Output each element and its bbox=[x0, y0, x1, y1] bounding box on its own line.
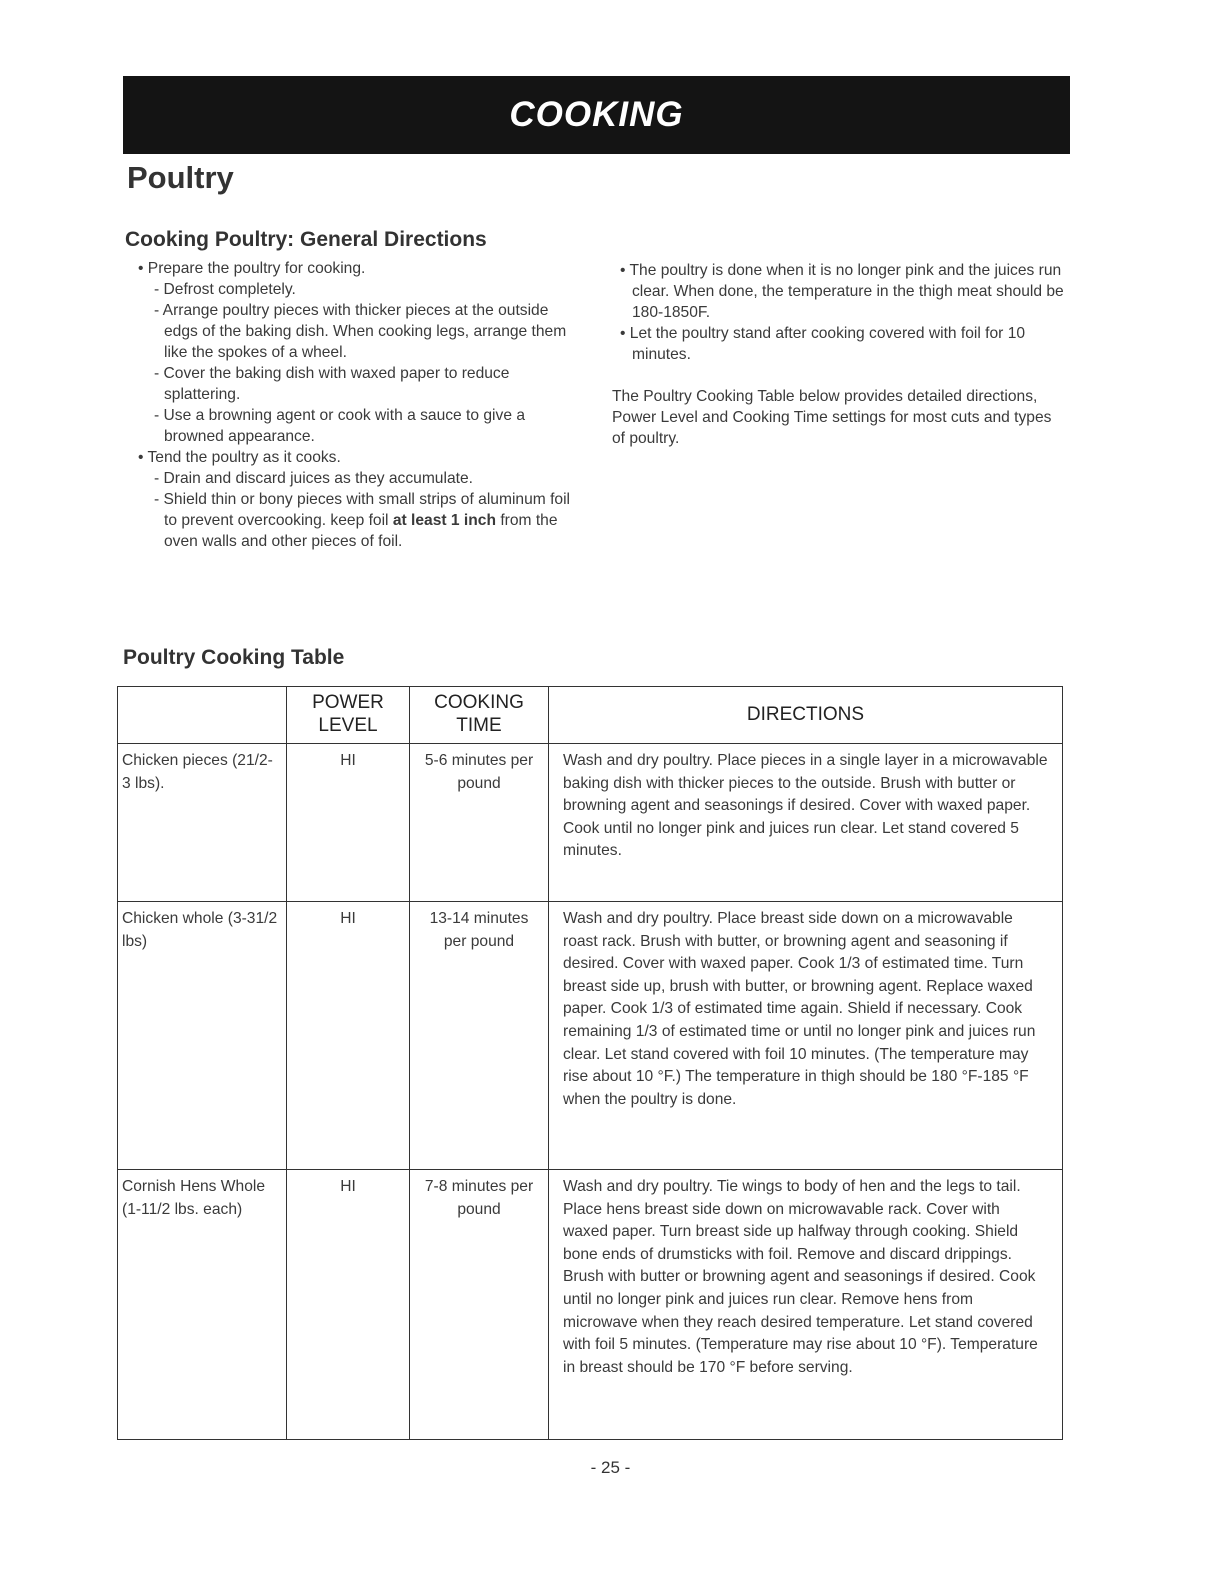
bullet-done: • The poultry is done when it is no longer pink and the juices run clear. When done, the temperature in the thigh meat should be 180-1850F. bbox=[620, 262, 1064, 321]
tend-item-text: from the oven walls and other pieces of foil. bbox=[164, 512, 558, 550]
emphasis-distance: at least 1 inch bbox=[392, 512, 496, 529]
cell-time: 13-14 minutes per pound bbox=[410, 902, 549, 1170]
cell-item: Chicken pieces (21/2-3 lbs). bbox=[118, 744, 287, 902]
section-title: Poultry bbox=[127, 160, 234, 195]
prep-item: - Defrost completely. bbox=[154, 281, 296, 298]
tend-item-shield bbox=[130, 489, 582, 552]
cell-power: HI bbox=[287, 1170, 410, 1440]
cell-time: 7-8 minutes per pound bbox=[410, 1170, 549, 1440]
page-number: - 25 - bbox=[590, 1458, 631, 1477]
table-row bbox=[118, 902, 1063, 1170]
general-directions-right bbox=[612, 260, 1067, 449]
bullet-prepare: • Prepare the poultry for cooking. bbox=[138, 260, 366, 277]
bullet-tend: • Tend the poultry as it cooks. bbox=[138, 449, 341, 466]
header-directions: DIRECTIONS bbox=[549, 687, 1063, 744]
cooking-banner bbox=[123, 76, 1070, 154]
table-row bbox=[118, 1170, 1063, 1440]
cell-item: Cornish Hens Whole (1-11/2 lbs. each) bbox=[118, 1170, 287, 1440]
bullet-stand: • Let the poultry stand after cooking covered with foil for 10 minutes. bbox=[620, 325, 1026, 363]
prep-item: - Use a browning agent or cook with a sauce to give a browned appearance. bbox=[154, 407, 525, 445]
table-header-row bbox=[118, 687, 1063, 744]
cell-directions: Wash and dry poultry. Place breast side down on a microwavable roast rack. Brush with butter, or browning agent and seasoning if desired. Cover with waxed paper. Cook 1/3 of estimated time. Turn breast side up, brush with butter, or browning agent. Replace waxed paper. Cook 1/3 of estimated time again. Shield if necessary. Cook remaining 1/3 of estimated time or until no longer pink and juices run clear. Let stand covered with foil 10 minutes. (The temperature may rise about 10 °F.) The temperature in thigh should be 180 °F-185 °F when the poultry is done. bbox=[549, 902, 1063, 1170]
general-directions-left bbox=[130, 258, 582, 552]
table-row bbox=[118, 744, 1063, 902]
header-item bbox=[118, 687, 287, 744]
poultry-cooking-table bbox=[117, 686, 1063, 1440]
cell-item: Chicken whole (3-31/2 lbs) bbox=[118, 902, 287, 1170]
cell-time: 5-6 minutes per pound bbox=[410, 744, 549, 902]
tend-item-text: - Shield thin or bony pieces with small strips of aluminum foil to prevent overcooking. keep foil bbox=[154, 491, 571, 529]
general-directions-heading: Cooking Poultry: General Directions bbox=[125, 228, 487, 251]
cell-power: HI bbox=[287, 902, 410, 1170]
table-heading: Poultry Cooking Table bbox=[123, 646, 345, 669]
banner-title: COOKING bbox=[509, 95, 684, 134]
cell-directions: Wash and dry poultry. Place pieces in a single layer in a microwavable baking dish with thicker pieces to the outside. Brush with butter or browning agent and seasonings if desired. Cover with waxed paper. Cook until no longer pink and juices run clear. Let stand covered 5 minutes. bbox=[549, 744, 1063, 902]
prep-item: - Cover the baking dish with waxed paper to reduce splattering. bbox=[154, 365, 510, 403]
prep-item: - Arrange poultry pieces with thicker pieces at the outside edgs of the baking dish. When cooking legs, arrange them like the spokes of a wheel. bbox=[154, 302, 567, 361]
header-power-level: POWER LEVEL bbox=[287, 687, 410, 744]
tend-item: - Drain and discard juices as they accumulate. bbox=[154, 470, 473, 487]
cell-power: HI bbox=[287, 744, 410, 902]
header-cooking-time: COOKING TIME bbox=[410, 687, 549, 744]
table-intro: The Poultry Cooking Table below provides detailed directions, Power Level and Cooking Time settings for most cuts and types of poultry. bbox=[612, 388, 1052, 447]
cell-directions: Wash and dry poultry. Tie wings to body of hen and the legs to tail. Place hens breast side down on microwavable rack. Cover with waxed paper. Turn breast side up halfway through cooking. Shield bone ends of drumsticks with foil. Remove and discard drippings. Brush with butter or browning agent and seasonings if desired. Cook until no longer pink and juices run clear. Remove hens from microwave when they reach desired temperature. Let stand covered with foil 5 minutes. (Temperature may rise about 10 °F). Temperature in breast should be 170 °F before serving. bbox=[549, 1170, 1063, 1440]
